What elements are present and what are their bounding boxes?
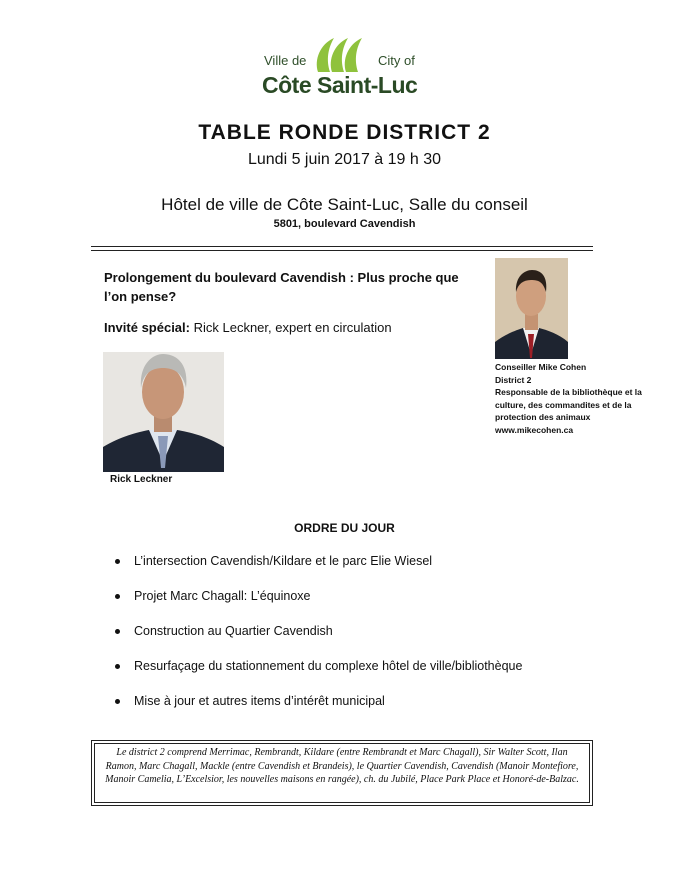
leaf-emblem-icon [312,34,368,74]
agenda-heading: ORDRE DU JOUR [294,521,395,535]
agenda-item [115,621,595,656]
bullet-icon [115,594,120,599]
divider-top [91,246,593,247]
mike-cohen-photo [495,258,568,359]
event-address: 5801, boulevard Cavendish [273,218,416,230]
bullet-icon [115,664,120,669]
guest-text: Rick Leckner, expert en circulation [189,320,392,335]
district-note-text: Le district 2 comprend Merrimac, Rembrandt, Kildare (entre Rembrandt et Marc Chagall), Sir Walter Scott, Ilan Ramon, Marc Chagall, Mackle (entre Cavendish et Brandeis), le Quartier Cavendish, Cavendish (Manoir Montefiore, Manoir Camelia, L’Excelsior, les nouvelles maisons en rangée), ch. du Jubilé, Place Park Place et Honoré-de-Balzac. [105,747,579,785]
councillor-role: Responsable de la bibliothèque et la culture, des commandites et de la protection des animaux [495,387,642,422]
agenda-item [115,656,595,691]
bullet-icon [115,629,120,634]
bullet-icon [115,559,120,564]
rick-leckner-caption: Rick Leckner [110,474,173,485]
divider-bottom [91,250,593,251]
councillor-info [495,361,665,436]
logo-city-of: City of [378,53,415,68]
agenda-item-text: Construction au Quartier Cavendish [134,624,333,638]
event-date: Lundi 5 juin 2017 à 19 h 30 [247,151,442,168]
page-title: TABLE RONDE DISTRICT 2 [198,121,491,144]
event-venue: Hôtel de ville de Côte Saint-Luc, Salle du conseil [161,195,528,214]
councillor-name: Conseiller Mike Cohen [495,362,587,372]
councillor-district: District 2 [495,374,532,385]
agenda-item-text: L’intersection Cavendish/Kildare et le parc Elie Wiesel [134,554,433,568]
bullet-icon [115,699,120,704]
district-note-box [91,740,593,806]
logo-ville-de: Ville de [264,53,307,68]
agenda-item-text: Projet Marc Chagall: L’équinoxe [134,589,311,603]
agenda-item-text: Resurfaçage du stationnement du complexe hôtel de ville/bibliothèque [134,659,523,673]
city-logo [262,34,424,100]
agenda-item [115,551,595,586]
logo-city-name: Côte Saint-Luc [262,72,418,98]
agenda-item-text: Mise à jour et autres items d’intérêt municipal [134,694,385,708]
agenda-item [115,691,595,726]
topic-heading: Prolongement du boulevard Cavendish : Plus proche que l’on pense? [104,270,459,304]
agenda-list [115,551,595,726]
guest-label: Invité spécial: [104,320,190,335]
agenda-item [115,586,595,621]
councillor-website-link[interactable]: www.mikecohen.ca [495,424,574,435]
guest-line [104,320,392,335]
rick-leckner-photo [103,352,224,472]
